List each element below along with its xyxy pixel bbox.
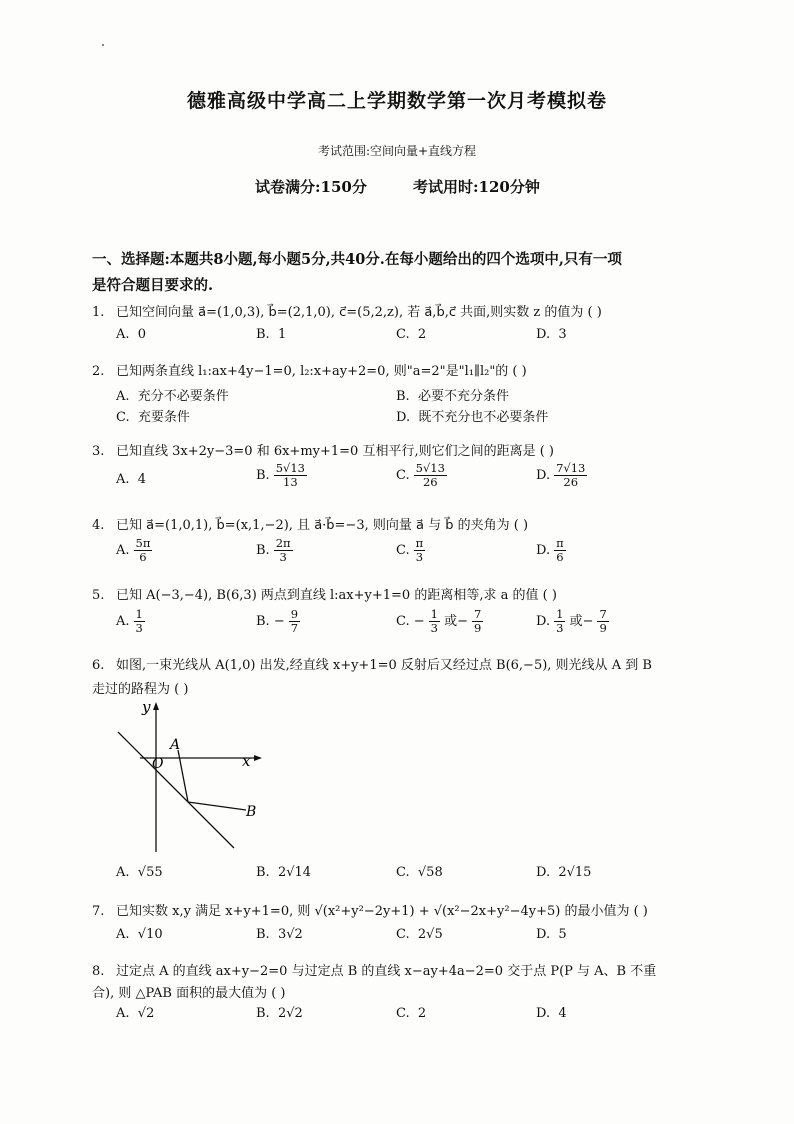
question-number: 7. <box>92 904 105 919</box>
q4-option-a: A. $\frac{5\pi}{6}$ <box>116 536 151 564</box>
q7-option-b: B. 3√2 <box>256 927 303 942</box>
reflected-ray <box>188 802 246 810</box>
question-text: 过定点 A 的直线 ax+y−2=0 与过定点 B 的直线 x−ay+4a−2=0 交于点 P(P 与 A、B 不重 <box>116 964 657 979</box>
q3-option-a: A. 4 <box>116 472 147 487</box>
y-axis-label: y <box>142 700 151 716</box>
question-text: 已知两条直线 l₁:ax+4y−1=0, l₂:x+ay+2=0, 则"a=2"是"l₁∥l₂"的 ( ) <box>116 364 527 379</box>
q8-option-d: D. 4 <box>536 1006 567 1021</box>
question-2 <box>92 360 527 379</box>
question-6-line2: 走过的路程为 ( ) <box>92 682 189 697</box>
section-heading-line2: 是符合题目要求的. <box>92 277 214 294</box>
q4-option-c: C. $\frac{\pi}{3}$ <box>396 536 424 564</box>
point-b-label: B <box>246 804 257 820</box>
q3-option-b: B. $\frac{5√13}{13}$ <box>256 461 305 489</box>
q3-option-c: C. $\frac{5√13}{26}$ <box>396 461 445 489</box>
question-8-line2: 合), 则 △PAB 面积的最大值为 ( ) <box>92 986 286 1001</box>
q6-option-c: C. √58 <box>396 865 443 880</box>
question-4 <box>92 514 528 533</box>
question-number: 1. <box>92 305 105 320</box>
q8-option-b: B. 2√2 <box>256 1006 303 1021</box>
question-text: 已知 A(−3,−4), B(6,3) 两点到直线 l:ax+y+1=0 的距离相等,求 a 的值 ( ) <box>116 588 557 603</box>
q8-option-a: A. √2 <box>116 1006 155 1021</box>
question-text: 已知直线 3x+2y−3=0 和 6x+my+1=0 互相平行,则它们之间的距离是 ( ) <box>116 444 555 459</box>
q7-option-c: C. 2√5 <box>396 927 443 942</box>
q1-option-b: B. 1 <box>256 327 287 342</box>
q8-option-c: C. 2 <box>396 1006 427 1021</box>
q2-option-c: C. 充要条件 <box>116 410 190 425</box>
question-number: 8. <box>92 964 105 979</box>
x-axis-arrow-icon <box>254 755 262 761</box>
y-axis-arrow-icon <box>153 702 159 710</box>
exam-title: 德雅高级中学高二上学期数学第一次月考模拟卷 <box>186 90 607 112</box>
q5-option-b: B. − $\frac{9}{7}$ <box>256 607 299 635</box>
q6-option-d: D. 2√15 <box>536 865 592 880</box>
q1-option-d: D. 3 <box>536 327 567 342</box>
question-text: 已知空间向量 a⃗=(1,0,3), b⃗=(2,1,0), c⃗=(5,2,z), 若 a⃗,b⃗,c⃗ 共面,则实数 z 的值为 ( ) <box>116 305 602 320</box>
scan-speck <box>102 44 104 46</box>
q5-option-d: D. $\frac{1}{3}$ 或− $\frac{7}{9}$ <box>536 607 607 635</box>
question-number: 4. <box>92 518 105 533</box>
q7-option-a: A. √10 <box>116 927 163 942</box>
q3-option-d: D. $\frac{7√13}{26}$ <box>536 461 586 489</box>
question-number: 6. <box>92 658 105 673</box>
question-7 <box>92 900 648 919</box>
question-6 <box>92 654 652 673</box>
q4-option-d: D. $\frac{\pi}{6}$ <box>536 536 564 564</box>
q2-option-a: A. 充分不必要条件 <box>116 389 229 404</box>
question-number: 2. <box>92 364 105 379</box>
full-score: 试卷满分:150分 <box>255 178 367 196</box>
question-3 <box>92 440 554 459</box>
question-number: 5. <box>92 588 105 603</box>
q7-option-d: D. 5 <box>536 927 567 942</box>
x-axis-label: x <box>242 752 251 770</box>
question-number: 3. <box>92 444 105 459</box>
q5-option-a: A. $\frac{1}{3}$ <box>116 607 143 635</box>
exam-time: 考试用时:120分钟 <box>413 178 540 196</box>
question-1 <box>92 301 602 320</box>
exam-scope: 考试范围:空间向量+直线方程 <box>317 144 477 158</box>
point-a-label: A <box>170 737 181 753</box>
origin-label: O <box>152 756 164 772</box>
q6-option-b: B. 2√14 <box>256 865 312 880</box>
q1-option-c: C. 2 <box>396 327 427 342</box>
reflection-figure <box>112 700 272 860</box>
q5-option-c: C. − $\frac{1}{3}$ 或− $\frac{7}{9}$ <box>396 607 482 635</box>
question-5 <box>92 584 557 603</box>
question-text: 已知 a⃗=(1,0,1), b⃗=(x,1,−2), 且 a⃗·b⃗=−3, 则向量 a⃗ 与 b⃗ 的夹角为 ( ) <box>116 518 529 533</box>
section-heading-line1: 一、选择题:本题共8小题,每小题5分,共40分.在每小题给出的四个选项中,只有一项 <box>92 251 622 268</box>
q2-option-b: B. 必要不充分条件 <box>396 389 509 404</box>
question-8 <box>92 960 656 979</box>
question-text: 已知实数 x,y 满足 x+y+1=0, 则 √(x²+y²−2y+1) + √(x²−2x+y²−4y+5) 的最小值为 ( ) <box>116 904 648 919</box>
q6-option-a: A. √55 <box>116 865 163 880</box>
question-text: 如图,一束光线从 A(1,0) 出发,经直线 x+y+1=0 反射后又经过点 B(6,−5), 则光线从 A 到 B <box>116 658 652 673</box>
q4-option-b: B. $\frac{2\pi}{3}$ <box>256 536 291 564</box>
q1-option-a: A. 0 <box>116 327 147 342</box>
q2-option-d: D. 既不充分也不必要条件 <box>396 410 549 425</box>
